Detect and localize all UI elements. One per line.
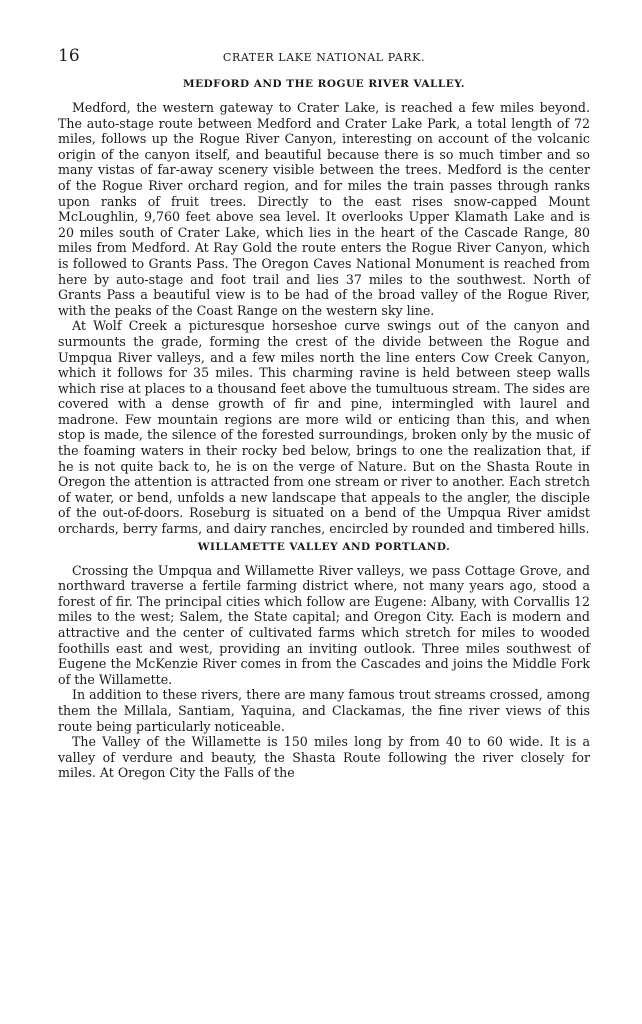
section-title-willamette: WILLAMETTE VALLEY AND PORTLAND. bbox=[197, 540, 451, 553]
running-head bbox=[58, 46, 590, 68]
paragraph-medford-1: Medford, the western gateway to Crater Lake, is reached a few miles beyond. The auto-stage route between Medford and Crater Lake Park, a total length of 72 miles, follows up the Rogue River Canyon, interesting on account of the volcanic origin of the canyon itself, and beautiful because there is so much timber and so many vistas of far-away scenery visible between the trees. Medford is the center of the Rogue River orchard region, and for miles the train passes through ranks upon ranks of fruit trees. Directly to the east rises snow-capped Mount McLoughlin, 9,760 feet above sea level. It overlooks Upper Klamath Lake and is 20 miles south of Crater Lake, which lies in the heart of the Cascade Range, 80 miles from Medford. At Ray Gold the route enters the Rogue River Canyon, which is followed to Grants Pass. The Oregon Caves National Monument is reached from here by auto-stage and foot trail and lies 37 miles to the southwest. North of Grants Pass a beautiful view is to be had of the broad valley of the Rogue River, with the peaks of the Coast Range on the western sky line. bbox=[58, 100, 590, 318]
paragraph-willamette-1: Crossing the Umpqua and Willamette River valleys, we pass Cottage Grove, and northward traverse a fertile farming district where, not many years ago, stood a forest of fir. The principal cities which follow are Eugene: Albany, with Corvallis 12 miles to the west; Salem, the State capital; and Oregon City. Each is modern and attractive and the center of cultivated farms which stretch for miles to wooded foothills east and west, providing an inviting outlook. Three miles southwest of Eugene the McKenzie River comes in from the Cascades and joins the Middle Fork of the Willamette. bbox=[58, 562, 590, 687]
paragraph-willamette-2: In addition to these rivers, there are many famous trout streams crossed, among them the Millala, Santiam, Yaquina, and Clackamas, the fine river views of this route being particularly noticeable. bbox=[58, 687, 590, 734]
paragraph-willamette-3: The Valley of the Willamette is 150 miles long by from 40 to 60 wide. It is a valley of verdure and beauty, the Shasta Route following the river closely for miles. At Oregon City the Falls of the bbox=[58, 734, 590, 781]
paragraph-medford-2: At Wolf Creek a picturesque horseshoe curve swings out of the canyon and surmounts the grade, forming the crest of the divide between the Rogue and Umpqua River valleys, and a few miles north the line enters Cow Creek Canyon, which it follows for 35 miles. This charming ravine is held between steep walls which rise at places to a thousand feet above the tumultuous stream. The sides are covered with a dense growth of fir and pine, intermingled with laurel and madrone. Few mountain regions are more wild or enticing than this, and when stop is made, the silence of the forested surroundings, broken only by the music of the foaming waters in their rocky bed below, brings to one the realization that, if he is not quite back to, he is on the verge of Nature. But on the Shasta Route in Oregon the attention is attracted from one stream or river to another. Each stretch of water, or bend, unfolds a new landscape that appeals to the angler, the disciple of the out-of-doors. Roseburg is situated on a bend of the Umpqua River amidst orchards, berry farms, and dairy ranches, encircled by rounded and timbered hills. bbox=[58, 318, 590, 537]
running-title: CRATER LAKE NATIONAL PARK. bbox=[222, 51, 426, 64]
page-number: 16 bbox=[58, 46, 80, 66]
section-title-medford: MEDFORD AND THE ROGUE RIVER VALLEY. bbox=[182, 78, 466, 90]
